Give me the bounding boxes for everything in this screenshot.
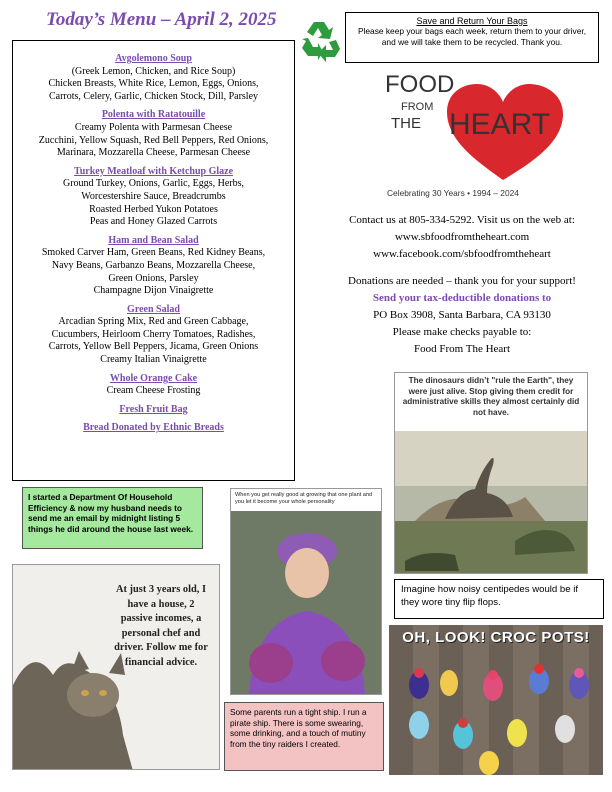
menu-item (13, 373, 294, 398)
bags-notice (345, 12, 599, 63)
menu-item-detail: Marinara, Mozzarella Cheese, Parmesan Cheese (56, 147, 251, 159)
recycle-icon (296, 16, 344, 64)
household-efficiency-note: I started a Department Of Household Efficiency & now my husband needs to send me an email by midnight listing 5 things he did around the house last week. (22, 487, 203, 549)
website-link[interactable]: www.sbfoodfromtheheart.com (394, 231, 530, 243)
menu-item (13, 235, 294, 298)
logo-tagline: Celebrating 30 Years • 1994 – 2024 (387, 188, 519, 198)
cat-meme (12, 564, 220, 770)
menu-item (13, 304, 294, 367)
menu-item (13, 109, 294, 159)
logo-word-the: THE (391, 115, 421, 132)
menu-item-detail: Roasted Herbed Yukon Potatoes (89, 203, 218, 215)
menu-box (12, 40, 295, 481)
menu-item-detail: Smoked Carver Ham, Green Beans, Red Kidney Beans, (41, 247, 266, 259)
cat-caption: At just 3 years old, I have a house, 2 passive incomes, a personal chef and driver. Follow me for financial advice. (114, 584, 208, 668)
menu-item-detail: Carrots, Yellow Bell Peppers, Jicama, Green Onions (48, 341, 259, 353)
menu-item-detail: Carrots, Celery, Garlic, Chicken Stock, Dill, Parsley (48, 90, 259, 102)
page-title: Today’s Menu – April 2, 2025 (46, 9, 277, 30)
pirate-ship-note: Some parents run a tight ship. I run a pirate ship. There is some swearing, some drinking, and a touch of mutiny from the tiny raiders I created. (224, 702, 384, 771)
donations-line: Donations are needed – thank you for your support! (348, 275, 576, 287)
croc-pots-photo (389, 625, 603, 775)
menu-item-detail: Chicken Breasts, White Rice, Lemon, Eggs, Onions, (48, 78, 259, 90)
menu-item-name: Whole Orange Cake (109, 372, 198, 384)
checks-line: Please make checks payable to: (392, 326, 532, 338)
menu-item-name: Avgolemono Soup (115, 53, 192, 64)
grandma-meme (230, 488, 382, 695)
menu-item-name: Polenta with Ratatouille (101, 109, 206, 121)
dinosaur-meme (394, 372, 588, 574)
menu-item-name: Turkey Meatloaf with Ketchup Glaze (73, 165, 234, 177)
logo-word-heart: HEART (449, 108, 551, 141)
menu-item (13, 166, 294, 229)
logo-word-food: FOOD (385, 71, 455, 98)
contact-line: Contact us at 805-334-5292. Visit us on the web at: (349, 214, 575, 226)
centipede-note: Imagine how noisy centipedes would be if they wore tiny flip flops. (394, 579, 604, 619)
menu-item-detail: Cucumbers, Heirloom Cherry Tomatoes, Radishes, (51, 328, 256, 340)
menu-item-detail: Worcestershire Sauce, Breadcrumbs (81, 190, 226, 202)
menu-item-detail: Zucchini, Yellow Squash, Red Bell Peppers, Red Onions, (38, 134, 269, 146)
po-box-line: PO Box 3908, Santa Barbara, CA 93130 (373, 309, 551, 321)
payee-line: Food From The Heart (413, 343, 511, 355)
bags-notice-title: Save and Return Your Bags (416, 16, 528, 26)
dinosaur-illustration (395, 431, 588, 574)
dinosaur-caption: The dinosaurs didn’t "rule the Earth", they were just alive. Stop giving them credit for administrative skills they almost certainly did not have. (402, 376, 580, 417)
menu-item-name: Bread Donated by Ethnic Breads (83, 422, 224, 434)
facebook-link[interactable]: www.facebook.com/sbfoodfromtheheart (373, 248, 551, 260)
menu-item-detail: Green Onions, Parsley (108, 272, 199, 284)
logo-word-from: FROM (401, 101, 434, 113)
menu-item-detail: Creamy Italian Vinaigrette (100, 354, 207, 366)
menu-item-detail: Peas and Honey Glazed Carrots (89, 216, 218, 228)
menu-item (13, 404, 294, 417)
menu-item-name: Ham and Bean Salad (108, 234, 199, 246)
food-from-the-heart-logo (385, 68, 575, 200)
menu-item-name: Fresh Fruit Bag (119, 403, 188, 415)
croc-pots-title: OH, LOOK! CROC POTS! (402, 629, 590, 646)
menu-item-detail: (Greek Lemon, Chicken, and Rice Soup) (71, 65, 236, 77)
grandma-caption: When you get really good at growing that one plant and you let it become your whole personality (235, 492, 373, 505)
bags-notice-body: Please keep your bags each week, return them to your driver, and we will take them to be recycled. Thank you. (357, 26, 587, 47)
menu-item-detail: Cream Cheese Frosting (106, 385, 201, 397)
menu-item-detail: Creamy Polenta with Parmesan Cheese (74, 121, 233, 133)
send-donations-line: Send your tax-deductible donations to (372, 292, 552, 304)
menu-item (13, 422, 294, 435)
menu-item-name: Green Salad (127, 303, 180, 315)
grandma-photo (231, 511, 382, 695)
menu-item-detail: Arcadian Spring Mix, Red and Green Cabbage, (58, 316, 249, 328)
menu-item-detail: Navy Beans, Garbanzo Beans, Mozzarella Cheese, (51, 259, 256, 271)
menu-item-detail: Ground Turkey, Onions, Garlic, Eggs, Herbs, (62, 178, 244, 190)
menu-item (13, 53, 294, 103)
contact-block (318, 212, 606, 358)
croc-pots-meme (389, 625, 603, 775)
menu-item-detail: Champagne Dijon Vinaigrette (93, 285, 214, 297)
